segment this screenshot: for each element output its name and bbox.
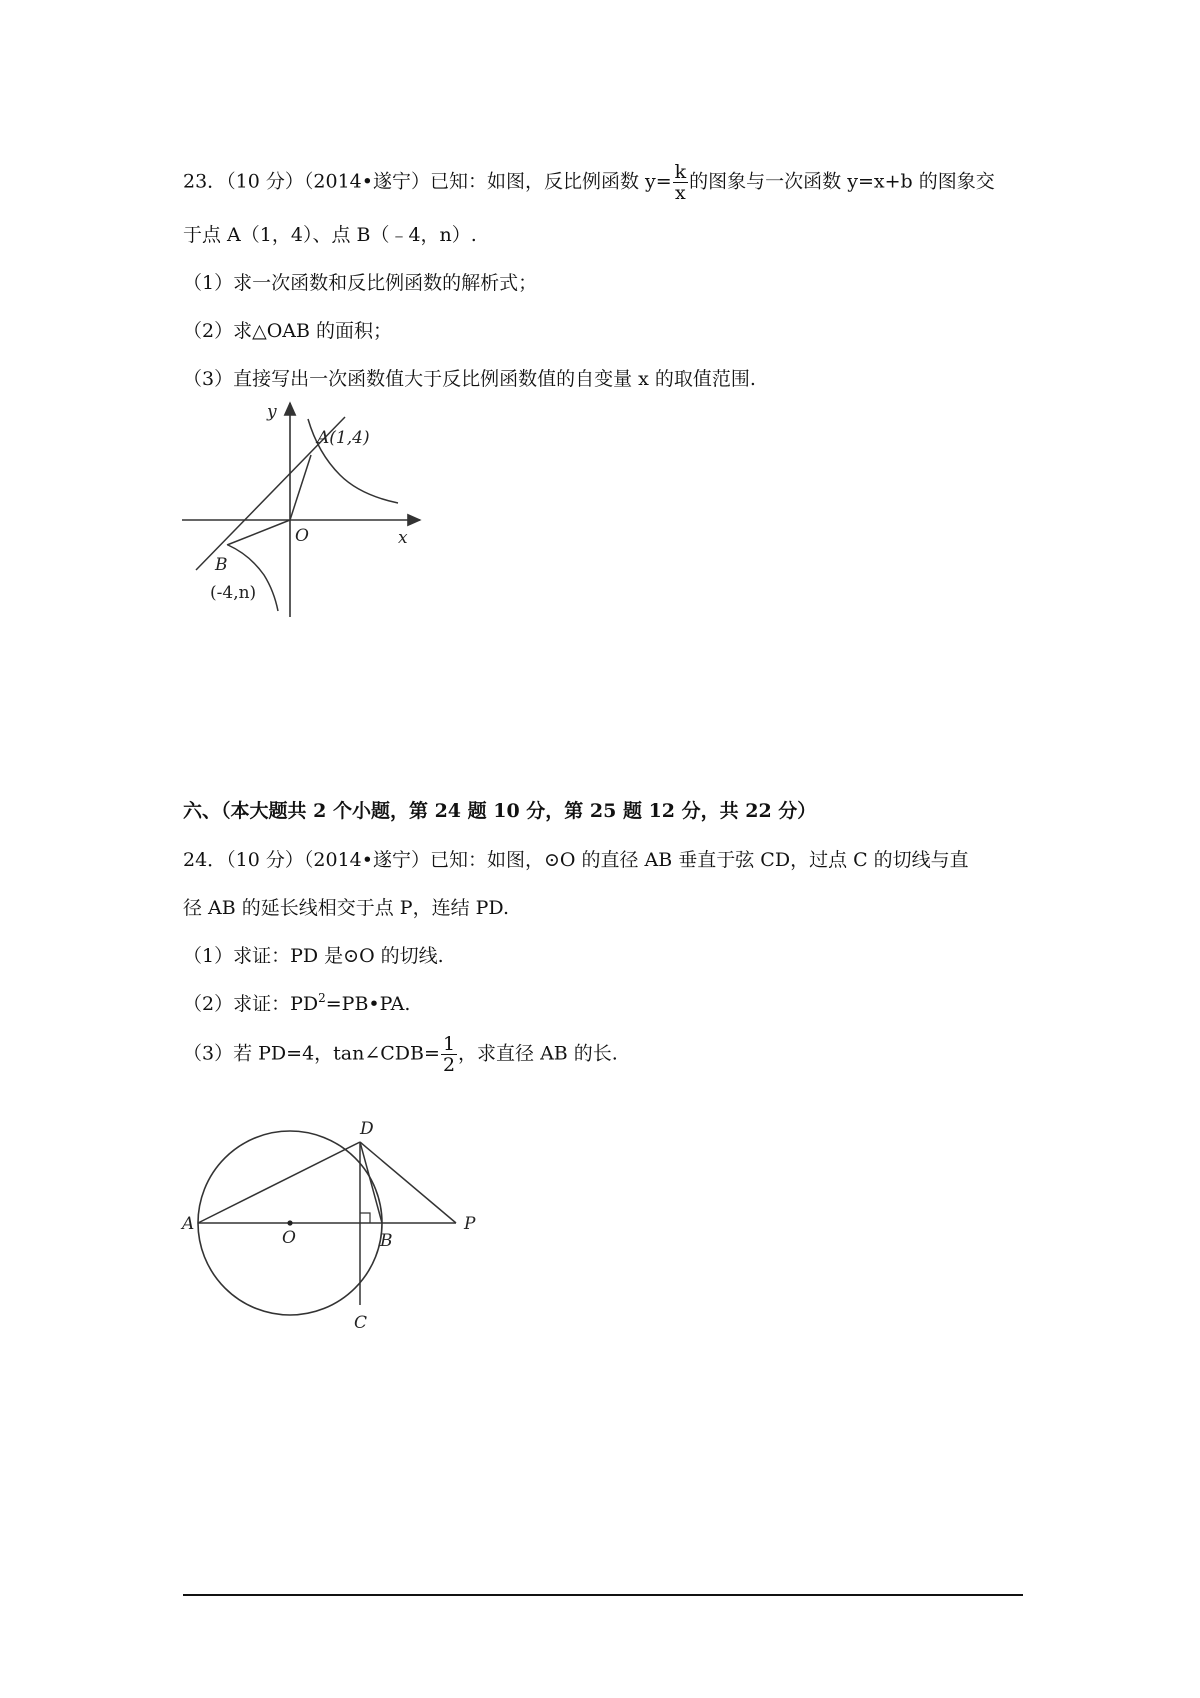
q23-subquestion-2: （2）求△OAB 的面积； [183,320,393,342]
q24-subquestion-3 [183,1034,618,1075]
q24-sub2-text-a: （2）求证：PD [183,993,319,1015]
q23-fraction-k-over-x [673,162,689,203]
q24-line2: 径 AB 的延长线相交于点 P，连结 PD. [183,897,510,919]
label-origin: O [295,526,309,546]
q23-fraction-denominator: x [675,182,686,204]
label-x-axis: x [398,528,408,548]
q23-subquestion-3: （3）直接写出一次函数值大于反比例函数值的自变量 x 的取值范围. [183,368,756,390]
q24-fraction-denominator: 2 [442,1054,456,1076]
label-point-B: B [215,555,228,575]
label-P: P [464,1214,476,1234]
q23-line2: 于点 A（1，4）、点 B（﹣4，n）. [183,224,477,246]
label-D: D [360,1119,374,1139]
q23-line1 [183,162,995,203]
right-angle-mark [360,1213,370,1223]
segment-OB [227,520,290,545]
center-point-O [287,1220,292,1225]
tangent-DP [360,1142,456,1223]
q24-subquestion-2 [183,991,410,1017]
q23-line1-text-a: 23．（10 分）（2014•遂宁）已知：如图，反比例函数 y= [183,170,672,193]
label-y-axis: y [267,402,277,422]
q24-fraction-numerator: 1 [442,1033,456,1055]
q24-subquestion-1: （1）求证：PD 是⊙O 的切线. [183,945,444,967]
section-6-heading: 六、（本大题共 2 个小题，第 24 题 10 分，第 25 题 12 分，共 22 分） [183,800,817,822]
q24-line1: 24．（10 分）（2014•遂宁）已知：如图，⊙O 的直径 AB 垂直于弦 CD，过点 C 的切线与直 [183,849,969,871]
q23-fraction-numerator: k [674,161,687,183]
q23-line1-text-b: 的图象与一次函数 y=x+b 的图象交 [689,170,995,193]
q23-figure-graph [180,395,430,625]
q24-figure-circle [178,1112,498,1337]
label-point-A: A(1,4) [317,428,370,448]
label-O: O [282,1228,296,1248]
q24-sub3-text-b: ，求直径 AB 的长. [458,1042,618,1065]
label-B: B [380,1231,393,1251]
q24-sub2-superscript: 2 [318,991,326,1005]
segment-DB [360,1142,382,1223]
label-point-B-coordinates: (-4,n) [210,583,257,603]
label-C: C [354,1313,368,1333]
footer-divider [183,1594,1023,1596]
q24-sub3-text-a: （3）若 PD=4，tan∠CDB= [183,1042,440,1065]
q23-subquestion-1: （1）求一次函数和反比例函数的解析式； [183,272,538,294]
segment-AD [198,1142,360,1223]
segment-OA [290,455,311,520]
label-A: A [182,1214,195,1234]
q24-fraction-one-half [441,1034,457,1075]
q24-sub2-text-b: =PB•PA. [325,993,411,1015]
